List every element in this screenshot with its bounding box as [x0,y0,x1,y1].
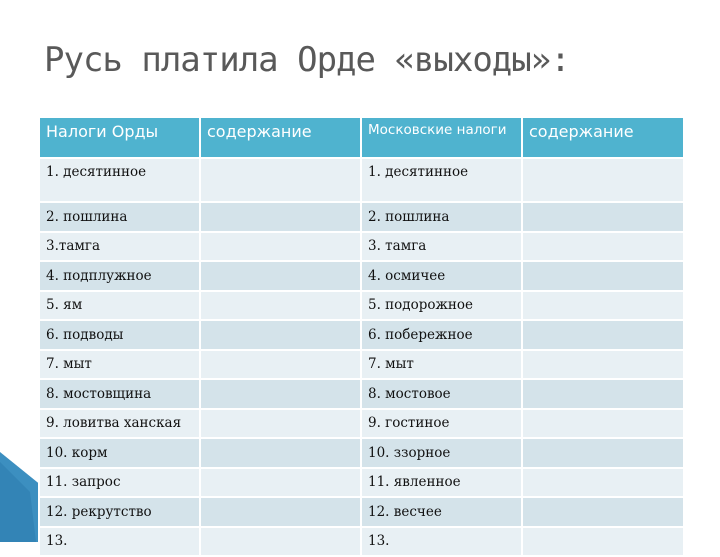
horde-content-cell [200,291,361,321]
moscow-content-cell [522,291,684,321]
moscow-content-cell [522,468,684,498]
table-row [39,497,684,527]
moscow-content-cell [522,379,684,409]
moscow-tax-cell: 11. явленное [361,468,522,498]
horde-tax-cell: 2. пошлина [39,202,200,232]
moscow-tax-cell: 9. гостиное [361,409,522,439]
corner-decoration [0,452,42,542]
horde-tax-cell: 9. ловитва ханская [39,409,200,439]
horde-tax-cell: 11. запрос [39,468,200,498]
table-header-row [39,117,684,158]
horde-content-cell [200,320,361,350]
moscow-tax-cell: 2. пошлина [361,202,522,232]
taxes-table [38,116,685,557]
table-row [39,438,684,468]
slide-title: Русь платила Орде «выходы»: [44,40,570,80]
horde-tax-cell: 8. мостовщина [39,379,200,409]
horde-tax-cell: 6. подводы [39,320,200,350]
moscow-tax-cell: 10. ззорное [361,438,522,468]
horde-content-cell [200,379,361,409]
table-row [39,291,684,321]
moscow-tax-cell: 13. [361,527,522,557]
header-horde-taxes: Налоги Орды [39,117,200,158]
moscow-tax-cell: 7. мыт [361,350,522,380]
moscow-content-cell [522,497,684,527]
horde-content-cell [200,497,361,527]
horde-tax-cell: 5. ям [39,291,200,321]
horde-tax-cell: 1. десятинное [39,158,200,202]
horde-tax-cell: 12. рекрутство [39,497,200,527]
horde-tax-cell: 13. [39,527,200,557]
moscow-content-cell [522,202,684,232]
horde-content-cell [200,527,361,557]
table-row [39,527,684,557]
table-row [39,232,684,262]
table-row [39,409,684,439]
header-content-2: содержание [522,117,684,158]
header-moscow-taxes: Московские налоги [361,117,522,158]
moscow-tax-cell: 12. весчее [361,497,522,527]
moscow-content-cell [522,409,684,439]
moscow-tax-cell: 3. тамга [361,232,522,262]
horde-content-cell [200,409,361,439]
horde-content-cell [200,158,361,202]
moscow-tax-cell: 1. десятинное [361,158,522,202]
horde-content-cell [200,468,361,498]
table-row [39,320,684,350]
horde-tax-cell: 7. мыт [39,350,200,380]
horde-tax-cell: 3.тамга [39,232,200,262]
horde-content-cell [200,350,361,380]
moscow-content-cell [522,527,684,557]
moscow-content-cell [522,158,684,202]
horde-content-cell [200,261,361,291]
moscow-tax-cell: 6. побережное [361,320,522,350]
horde-tax-cell: 10. корм [39,438,200,468]
horde-tax-cell: 4. подплужное [39,261,200,291]
moscow-tax-cell: 8. мостовое [361,379,522,409]
moscow-content-cell [522,261,684,291]
table-row [39,468,684,498]
table-row [39,158,684,202]
table-row [39,261,684,291]
moscow-tax-cell: 4. осмичее [361,261,522,291]
horde-content-cell [200,438,361,468]
moscow-tax-cell: 5. подорожное [361,291,522,321]
moscow-content-cell [522,438,684,468]
moscow-content-cell [522,350,684,380]
table-row [39,202,684,232]
table-row [39,379,684,409]
header-content-1: содержание [200,117,361,158]
moscow-content-cell [522,232,684,262]
horde-content-cell [200,232,361,262]
horde-content-cell [200,202,361,232]
moscow-content-cell [522,320,684,350]
table-row [39,350,684,380]
